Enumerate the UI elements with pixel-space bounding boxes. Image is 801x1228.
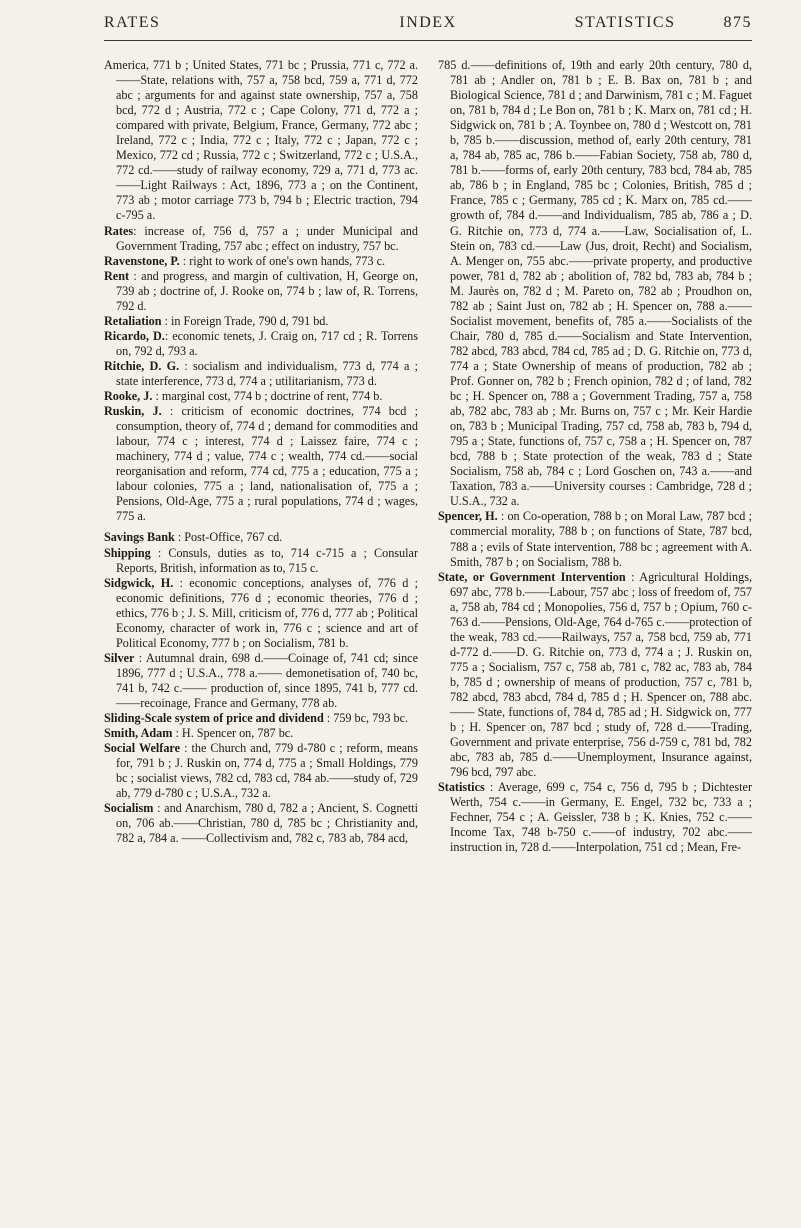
entry-headword: Ravenstone, P. <box>104 253 183 268</box>
index-entry: Ritchie, D. G. : socialism and individualism, 773 d, 774 a ; state interference, 773 d, 774 a ; utilitarianism, 773 d. <box>104 358 418 388</box>
entry-headword: Rent <box>104 268 134 283</box>
entry-headword: Rooke, J. <box>104 389 156 404</box>
index-entry: America, 771 b ; United States, 771 bc ; Prussia, 771 c, 772 a.——State, relations with, 757 a, 758 bcd, 759 a, 771 d, 772 abc ; arguments for and against state ownership, 757 a, 758 bcd, 772 d ; Austria, 772 c ; Cape Colony, 771 d, 772 a ; compared with private, Belgium, France, Germany, 772 abc ; Ireland, 772 c ; India, 772 c ; Italy, 772 c ; Japan, 772 c ; Mexico, 772 cd ; Russia, 772 c ; Switzerland, 772 c ; U.S.A., 772 cd.——study of railway economy, 729 a, 771 d, 773 ac.——Light Railways : Act, 1896, 773 a ; on the Continent, 773 ab ; motor carriage 773 b, 794 b ; Electric traction, 794 c-795 a. <box>104 58 418 223</box>
entry-headword: Savings Bank <box>104 530 178 545</box>
index-entry: Social Welfare : the Church and, 779 d-780 c ; reform, means for, 791 b ; J. Ruskin on, 774 d, 775 a ; Small Holdings, 779 bc ; socialist views, 782 cd, 783 cd, 784 ab.——study of, 729 ab, 779 d-780 c ; U.S.A., 732 a. <box>104 741 418 801</box>
running-head <box>104 14 752 38</box>
header-right <box>575 14 752 32</box>
index-entry: Socialism : and Anarchism, 780 d, 782 a ; Ancient, S. Cognetti on, 706 ab.——Christian, 780 d, 785 bc ; Christianity and, 782 a, 784 a. ——Collectivism and, 782 c, 783 ab, 784 acd, <box>104 801 418 846</box>
header-center: INDEX <box>399 14 457 31</box>
index-entry: Silver : Autumnal drain, 698 d.——Coinage of, 741 cd; since 1896, 777 d ; U.S.A., 778 a.—— demonetisation of, 740 bc, 741 b, 742 c.—— production of, since 1895, 741 b, 777 cd.——recoinage, France and Germany, 778 ab. <box>104 650 418 710</box>
left-column <box>104 58 418 846</box>
entry-headword: Sidgwick, H. <box>104 575 180 590</box>
entry-headword: State, or Government Intervention <box>438 569 632 584</box>
entry-headword: Ricardo, D. <box>104 328 165 343</box>
entry-headword: Silver <box>104 650 139 665</box>
index-entry: Retaliation : in Foreign Trade, 790 d, 791 bd. <box>104 313 329 328</box>
index-entry: Shipping : Consuls, duties as to, 714 c-715 a ; Consular Reports, British, information as to, 715 c. <box>104 545 418 575</box>
header-left: RATES <box>104 14 161 31</box>
entry-headword: Smith, Adam <box>104 726 176 741</box>
index-entry: Smith, Adam : H. Spencer on, 787 bc. <box>104 726 294 741</box>
entry-headword: Ritchie, D. G. <box>104 358 185 373</box>
entry-headword: Social Welfare <box>104 741 185 756</box>
entry-headword: Retaliation <box>104 313 165 328</box>
index-entry: 785 d.——definitions of, 19th and early 20th century, 780 d, 781 ab ; Andler on, 781 b ; E. B. Bax on, 781 b ; and Biological Science, 781 d ; and Darwinism, 781 c ; M. Faguet on, 781 b, 784 d ; Le Bon on, 781 b ; K. Marx on, 781 cd ; H. Sidgwick on, 781 b ; A. Toynbee on, 780 d ; Westcott on, 781 b, 785 b.——discussion, method of, early 20th century, 781 a, 784 ab, 785 ac, 786 b.——Fabian Society, 758 ab, 780 d, 781 b.——forms of, early 20th century, 783 bcd, 784 ab, 785 ab, 786 b ; in England, 785 bc ; Colonies, British, 785 d ; France, 785 c ; Germany, 785 cd ; K. Marx on, 785 cd.——growth of, 784 d.——and Individualism, 785 ab, 786 a ; D. G. Ritchie on, 773 d, 774 a.——Law, Socialisation of, L. Stein on, 783 cd.——Law (Jus, droit, Recht) and Socialism, A. Menger on, 755 abc.——private property, and productive power, 781 d, 782 ab ; abolition of, 782 bd, 783 ab, 784 b ; M. Jaurès on, 782 d ; M. Pareto on, 782 ab ; Proudhon on, 782 ab ; Saint Just on, 782 ab ; H. Spencer on, 788 a.——Socialist movement, benefits of, 785 a.——Socialists of the Chair, 780 d, 785 d.——Socialism and State Intervention, 782 abcd, 783 abcd, 784 cd, 785 ad ; D. G. Ritchie on, 773 d, 774 a ; State Ownership of means of production, 782 ab ; Prof. Gonner on, 782 b ; French opinion, 782 d ; of land, 782 bc ; H. Spencer on, 788 a ; Government Trading, 757 a, 758 ab, 782 abc, 783 ab ; Mr. Burns on, 757 c ; Mr. Keir Hardie on, 783 b ; Municipal Trading, 757 cd, 758 ab, 783 b, 794 d, 795 a ; State, functions of, 757 c, 758 a ; H. Spencer on, 787 bcd, 788 b ; State protection of the weak, 783 d ; State Socialism, 758 ab, 784 c ; Lord Goschen on, 743 a.——and Taxation, 783 a.——University courses : Cambridge, 728 d ; U.S.A., 732 a. <box>438 58 752 509</box>
header-right-label: STATISTICS <box>574 14 676 31</box>
entry-headword: Shipping <box>104 545 158 560</box>
index-entry: Rent : and progress, and margin of cultivation, H, George on, 739 ab ; doctrine of, J. Rooke on, 774 b ; law of, R. Torrens, 792 d. <box>104 268 418 313</box>
index-entry: Savings Bank : Post-Office, 767 cd. <box>104 530 283 545</box>
entry-headword: Sliding-Scale system of price and dividend <box>104 711 327 726</box>
index-entry: Sliding-Scale system of price and dividend : 759 bc, 793 bc. <box>104 711 409 726</box>
entry-headword: Socialism <box>104 801 158 816</box>
index-entry: Rooke, J. : marginal cost, 774 b ; doctrine of rent, 774 b. <box>104 389 383 404</box>
entry-headword: Ruskin, J. <box>104 404 170 419</box>
page-number: 875 <box>723 14 752 31</box>
index-entry: Rates: increase of, 756 d, 757 a ; under Municipal and Government Trading, 757 abc ; effect on industry, 757 bc. <box>104 223 418 253</box>
index-entry: Spencer, H. : on Co-operation, 788 b ; on Moral Law, 787 bcd ; commercial morality, 788 b ; on functions of State, 787 bcd, 788 a ; evils of State intervention, 788 bc ; agreement with A. Smith, 787 b ; on Socialism, 788 b. <box>438 509 752 569</box>
right-column <box>438 58 752 855</box>
index-entry: Ricardo, D.: economic tenets, J. Craig on, 717 cd ; R. Torrens on, 792 d, 793 a. <box>104 328 419 358</box>
index-entry: State, or Government Intervention : Agricultural Holdings, 697 abc, 778 b.——Labour, 757 abc ; loss of freedom of, 757 a, 758 ab, 784 cd ; Monopolies, 756 d, 757 b ; Opium, 760 c-763 d.——Pensions, Old-Age, 764 d-765 c.——protection of the weak, 783 cd.——Railways, 757 a, 758 bcd, 759 ab, 771 d-772 d.——D. G. Ritchie on, 773 d, 774 a ; J. Ruskin on, 775 a ; Socialism, 757 c, 758 ab, 781 c, 782 ac, 783 ab, 784 b, 785 d ; ownership of means of production, 757 c, 781 b, 782 abcd, 783 abcd, 784 d, 785 d ; H. Spencer on, 788 abc.—— State, functions of, 784 d, 785 ad ; H. Sidgwick on, 777 b ; H. Spencer on, 787 bcd ; study of, 728 d.——Trading, Government and private enterprise, 756 d-759 c, 781 bd, 782 abc, 783 ab, 785 d.——Unemployment, Insurance against, 796 bcd, 797 abc. <box>438 569 753 780</box>
entry-headword: Statistics <box>438 780 490 795</box>
index-entry: Ravenstone, P. : right to work of one's own hands, 773 c. <box>104 253 386 268</box>
header-rule <box>104 40 752 41</box>
index-entry: Statistics : Average, 699 c, 754 c, 756 d, 795 b ; Dichtester Werth, 754 c.——in Germany, E. Engel, 732 bc, 733 a ; Fechner, 754 c ; A. Geissler, 738 b ; K. Knies, 752 c.——Income Tax, 748 b-750 c.——of industry, 702 abc.——instruction in, 728 d.——Interpolation, 751 cd ; Mean, Fre- <box>438 780 752 855</box>
index-entry: Sidgwick, H. : economic conceptions, analyses of, 776 d ; economic definitions, 776 d ; economic theories, 776 d ; ethics, 776 b ; J. S. Mill, criticism of, 776 d, 777 ab ; Political Economy, character of work in, 776 c ; science and art of Political Economy, 777 b ; on Socialism, 781 b. <box>104 575 418 650</box>
index-entry: Ruskin, J. : criticism of economic doctrines, 774 bcd ; consumption, theory of, 774 d ; demand for commodities and labour, 774 c ; interest, 774 d ; Laissez faire, 774 c ; machinery, 774 d ; value, 774 c ; wealth, 774 cd.——social reorganisation and reform, 774 cd, 775 a ; education, 775 a ; labour colonies, 775 a ; land, nationalisation of, 775 a ; Pensions, Old-Age, 775 a ; rural populations, 774 d ; wages, 775 a. <box>104 404 419 524</box>
entry-headword: Spencer, H. <box>438 509 501 524</box>
entry-headword: Rates <box>104 223 134 238</box>
